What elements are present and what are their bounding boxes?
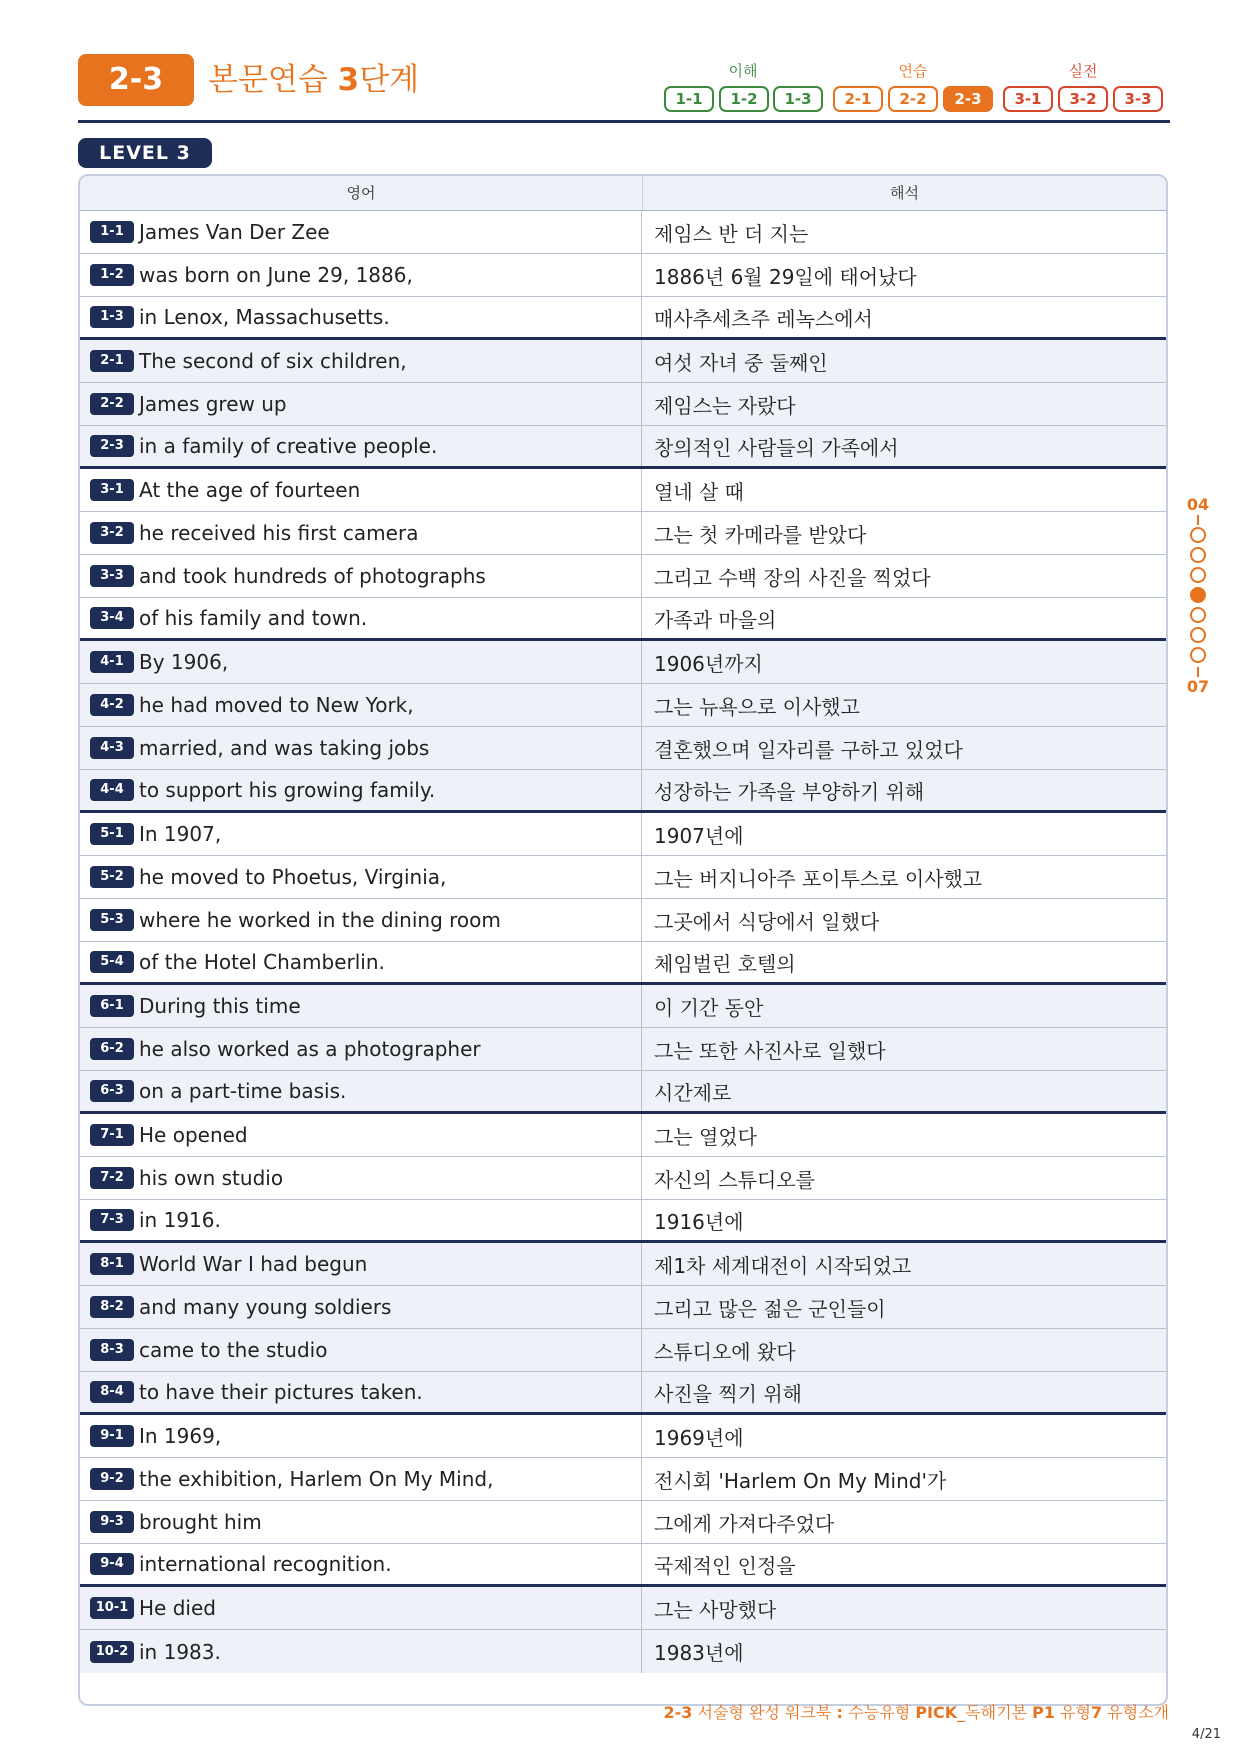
english-cell xyxy=(80,1372,642,1412)
sentence-number: 8-4 xyxy=(90,1381,134,1403)
english-text: was born on June 29, 1886, xyxy=(139,263,413,287)
english-cell xyxy=(80,1243,642,1285)
table-row xyxy=(80,856,1166,899)
korean-cell: 창의적인 사람들의 가족에서 xyxy=(654,435,899,460)
korean-cell: 그는 버지니아주 포이투스로 이사했고 xyxy=(654,866,983,891)
table-row xyxy=(80,1630,1166,1673)
english-cell xyxy=(80,1544,642,1584)
english-text: international recognition. xyxy=(139,1552,392,1576)
table-row xyxy=(80,727,1166,770)
korean-cell: 가족과 마을의 xyxy=(654,607,777,632)
table-row xyxy=(80,1587,1166,1630)
progress-end-label: 07 xyxy=(1186,677,1210,696)
english-cell xyxy=(80,512,642,554)
english-cell xyxy=(80,1587,642,1629)
step-button-2-3[interactable]: 2-3 xyxy=(943,86,993,112)
english-text: At the age of fourteen xyxy=(139,478,361,502)
english-text: the exhibition, Harlem On My Mind, xyxy=(139,1467,494,1491)
sentence-number: 3-4 xyxy=(90,607,134,629)
progress-dot xyxy=(1190,587,1206,603)
table-row xyxy=(80,1372,1166,1415)
english-cell xyxy=(80,297,642,337)
english-text: in 1916. xyxy=(139,1208,221,1232)
sentence-number: 5-4 xyxy=(90,951,134,973)
english-text: he had moved to New York, xyxy=(139,693,414,717)
column-header-korean: 해석 xyxy=(890,184,919,202)
sentence-number: 6-3 xyxy=(90,1080,134,1102)
table-row xyxy=(80,383,1166,426)
table-row xyxy=(80,254,1166,297)
table-row xyxy=(80,1544,1166,1587)
english-cell xyxy=(80,1415,642,1457)
step-group-label: 이해 xyxy=(728,62,758,80)
table-row xyxy=(80,684,1166,727)
english-cell xyxy=(80,1630,642,1673)
english-text: The second of six children, xyxy=(139,349,407,373)
sentence-number: 8-2 xyxy=(90,1296,134,1318)
korean-cell: 그는 열었다 xyxy=(654,1124,757,1149)
sentence-number: 1-3 xyxy=(90,306,134,328)
sentence-number: 1-1 xyxy=(90,221,134,243)
column-header-english: 영어 xyxy=(80,176,643,210)
progress-dot xyxy=(1190,527,1206,543)
korean-cell: 열네 살 때 xyxy=(654,479,744,504)
english-text: In 1907, xyxy=(139,822,222,846)
sentence-number: 4-4 xyxy=(90,779,134,801)
english-text: brought him xyxy=(139,1510,262,1534)
english-cell xyxy=(80,684,642,726)
sentence-number: 7-3 xyxy=(90,1209,134,1231)
table-row xyxy=(80,598,1166,641)
section-badge: 2-3 xyxy=(78,54,194,106)
progress-dot xyxy=(1190,567,1206,583)
table-row xyxy=(80,469,1166,512)
table-body xyxy=(80,211,1166,1673)
korean-cell: 여섯 자녀 중 둘째인 xyxy=(654,350,828,375)
korean-cell: 그는 사망했다 xyxy=(654,1597,777,1622)
english-text: of the Hotel Chamberlin. xyxy=(139,950,385,974)
english-cell xyxy=(80,899,642,941)
sentence-number: 7-1 xyxy=(90,1124,134,1146)
table-row xyxy=(80,942,1166,985)
sentence-number: 2-2 xyxy=(90,393,134,415)
header-rule xyxy=(78,120,1170,123)
sentence-number: 9-3 xyxy=(90,1511,134,1533)
table-row xyxy=(80,770,1166,813)
progress-dot xyxy=(1190,647,1206,663)
table-row xyxy=(80,211,1166,254)
english-text: of his family and town. xyxy=(139,606,368,630)
table-row xyxy=(80,1329,1166,1372)
step-button-1-2[interactable]: 1-2 xyxy=(719,86,769,112)
english-cell xyxy=(80,1501,642,1543)
english-text: his own studio xyxy=(139,1166,284,1190)
table-row xyxy=(80,985,1166,1028)
step-button-2-1[interactable]: 2-1 xyxy=(833,86,883,112)
korean-cell: 전시회 'Harlem On My Mind'가 xyxy=(654,1468,947,1493)
table-row xyxy=(80,641,1166,684)
sentence-number: 5-3 xyxy=(90,909,134,931)
english-cell xyxy=(80,1200,642,1240)
english-cell xyxy=(80,770,642,810)
english-text: he moved to Phoetus, Virginia, xyxy=(139,865,447,889)
step-navigator xyxy=(0,60,1241,120)
english-cell xyxy=(80,426,642,466)
footer-caption: 2-3 서술형 완성 워크북 : 수능유형 PICK_독해기본 P1 유형7 유형소개 xyxy=(663,1703,1169,1722)
korean-cell: 자신의 스튜디오를 xyxy=(654,1167,815,1192)
sentence-number: 4-1 xyxy=(90,651,134,673)
english-cell xyxy=(80,340,642,382)
korean-cell: 그리고 수백 장의 사진을 찍었다 xyxy=(654,565,931,590)
korean-cell: 매사추세츠주 레녹스에서 xyxy=(654,306,873,331)
korean-cell: 1916년에 xyxy=(654,1209,744,1234)
table-row xyxy=(80,512,1166,555)
korean-cell: 그리고 많은 젊은 군인들이 xyxy=(654,1296,886,1321)
step-button-3-3[interactable]: 3-3 xyxy=(1113,86,1163,112)
table-row xyxy=(80,555,1166,598)
page-title: 본문연습 3단계 xyxy=(208,62,420,98)
level-badge: LEVEL 3 xyxy=(78,138,212,168)
sentence-number: 10-1 xyxy=(90,1597,134,1619)
english-cell xyxy=(80,254,642,296)
table-row xyxy=(80,899,1166,942)
table-row xyxy=(80,1157,1166,1200)
korean-cell: 이 기간 동안 xyxy=(654,995,764,1020)
english-text: He died xyxy=(139,1596,216,1620)
english-cell xyxy=(80,942,642,982)
step-button-1-3[interactable]: 1-3 xyxy=(773,86,823,112)
table-row xyxy=(80,813,1166,856)
step-button-3-1[interactable]: 3-1 xyxy=(1003,86,1053,112)
english-cell xyxy=(80,856,642,898)
korean-cell: 스튜디오에 왔다 xyxy=(654,1339,796,1364)
korean-cell: 1969년에 xyxy=(654,1425,744,1450)
english-text: he also worked as a photographer xyxy=(139,1037,481,1061)
progress-dot xyxy=(1190,607,1206,623)
step-button-3-2[interactable]: 3-2 xyxy=(1058,86,1108,112)
english-text: came to the studio xyxy=(139,1338,328,1362)
english-text: where he worked in the dining room xyxy=(139,908,501,932)
korean-cell: 체임벌린 호텔의 xyxy=(654,951,796,976)
page-number: 4/21 xyxy=(1191,1727,1221,1742)
sentence-number: 1-2 xyxy=(90,264,134,286)
sentence-number: 7-2 xyxy=(90,1167,134,1189)
table-row xyxy=(80,1028,1166,1071)
english-cell xyxy=(80,555,642,597)
sentence-number: 4-3 xyxy=(90,737,134,759)
korean-cell: 결혼했으며 일자리를 구하고 있었다 xyxy=(654,737,963,762)
english-cell xyxy=(80,383,642,425)
english-text: he received his first camera xyxy=(139,521,419,545)
table-row xyxy=(80,1501,1166,1544)
english-text: James grew up xyxy=(139,392,287,416)
english-cell xyxy=(80,1071,642,1111)
english-text: During this time xyxy=(139,994,301,1018)
english-cell xyxy=(80,1028,642,1070)
table-row xyxy=(80,1415,1166,1458)
english-text: to have their pictures taken. xyxy=(139,1380,423,1404)
english-cell xyxy=(80,1114,642,1156)
korean-cell: 1907년에 xyxy=(654,823,744,848)
step-group-label: 실전 xyxy=(1068,62,1098,80)
english-text: and took hundreds of photographs xyxy=(139,564,486,588)
english-text: In 1969, xyxy=(139,1424,222,1448)
korean-cell: 제임스는 자랐다 xyxy=(654,393,796,418)
sentence-number: 3-3 xyxy=(90,565,134,587)
korean-cell: 제1차 세계대전이 시작되었고 xyxy=(654,1253,912,1278)
sentence-number: 8-3 xyxy=(90,1339,134,1361)
sentence-number: 3-2 xyxy=(90,522,134,544)
sentence-number: 2-3 xyxy=(90,435,134,457)
korean-cell: 국제적인 인정을 xyxy=(654,1553,796,1578)
english-text: By 1906, xyxy=(139,650,229,674)
english-cell xyxy=(80,211,642,253)
sentence-number: 9-1 xyxy=(90,1425,134,1447)
english-cell xyxy=(80,985,642,1027)
english-cell xyxy=(80,1458,642,1500)
korean-cell: 1983년에 xyxy=(654,1641,744,1665)
english-text: to support his growing family. xyxy=(139,778,436,802)
english-cell xyxy=(80,727,642,769)
progress-line xyxy=(1197,667,1199,677)
english-cell xyxy=(80,1329,642,1371)
sentence-number: 6-1 xyxy=(90,995,134,1017)
korean-cell: 1906년까지 xyxy=(654,651,763,676)
sentence-number: 5-1 xyxy=(90,823,134,845)
sentence-number: 9-4 xyxy=(90,1553,134,1575)
english-cell xyxy=(80,813,642,855)
english-text: on a part-time basis. xyxy=(139,1079,347,1103)
korean-cell: 성장하는 가족을 부양하기 위해 xyxy=(654,779,925,804)
english-cell xyxy=(80,1286,642,1328)
table-row xyxy=(80,1200,1166,1243)
korean-cell: 사진을 찍기 위해 xyxy=(654,1381,802,1406)
korean-cell: 제임스 반 더 지는 xyxy=(654,221,809,246)
korean-cell: 그는 첫 카메라를 받았다 xyxy=(654,522,867,547)
english-text: He opened xyxy=(139,1123,248,1147)
table-row xyxy=(80,340,1166,383)
progress-line xyxy=(1197,515,1199,525)
korean-cell: 그에게 가져다주었다 xyxy=(654,1511,835,1536)
korean-cell: 그는 또한 사진사로 일했다 xyxy=(654,1038,886,1063)
progress-dot xyxy=(1190,627,1206,643)
english-text: in Lenox, Massachusetts. xyxy=(139,305,390,329)
english-cell xyxy=(80,1157,642,1199)
sentence-number: 9-2 xyxy=(90,1468,134,1490)
table-row xyxy=(80,1458,1166,1501)
sentence-number: 10-2 xyxy=(90,1641,134,1663)
english-text: World War I had begun xyxy=(139,1252,368,1276)
korean-cell: 그곳에서 식당에서 일했다 xyxy=(654,909,880,934)
sentence-number: 2-1 xyxy=(90,350,134,372)
sentence-number: 6-2 xyxy=(90,1038,134,1060)
english-cell xyxy=(80,598,642,638)
english-text: in 1983. xyxy=(139,1639,221,1664)
sentence-number: 5-2 xyxy=(90,866,134,888)
progress-start-label: 04 xyxy=(1186,495,1210,514)
english-text: and many young soldiers xyxy=(139,1295,392,1319)
english-text: in a family of creative people. xyxy=(139,434,438,458)
english-text: married, and was taking jobs xyxy=(139,736,430,760)
progress-dot xyxy=(1190,547,1206,563)
step-button-1-1[interactable]: 1-1 xyxy=(664,86,714,112)
table-row xyxy=(80,1243,1166,1286)
step-group-label: 연습 xyxy=(898,62,928,80)
english-cell xyxy=(80,469,642,511)
step-button-2-2[interactable]: 2-2 xyxy=(888,86,938,112)
english-text: James Van Der Zee xyxy=(139,220,330,244)
table-header xyxy=(80,176,1166,211)
sentence-number: 8-1 xyxy=(90,1253,134,1275)
translation-table xyxy=(78,174,1168,1706)
table-row xyxy=(80,1071,1166,1114)
table-row xyxy=(80,297,1166,340)
sentence-number: 3-1 xyxy=(90,479,134,501)
korean-cell: 시간제로 xyxy=(654,1080,732,1105)
korean-cell: 그는 뉴욕으로 이사했고 xyxy=(654,694,860,719)
table-row xyxy=(80,1286,1166,1329)
table-row xyxy=(80,426,1166,469)
english-cell xyxy=(80,641,642,683)
table-row xyxy=(80,1114,1166,1157)
sentence-number: 4-2 xyxy=(90,694,134,716)
korean-cell: 1886년 6월 29일에 태어났다 xyxy=(654,264,917,289)
